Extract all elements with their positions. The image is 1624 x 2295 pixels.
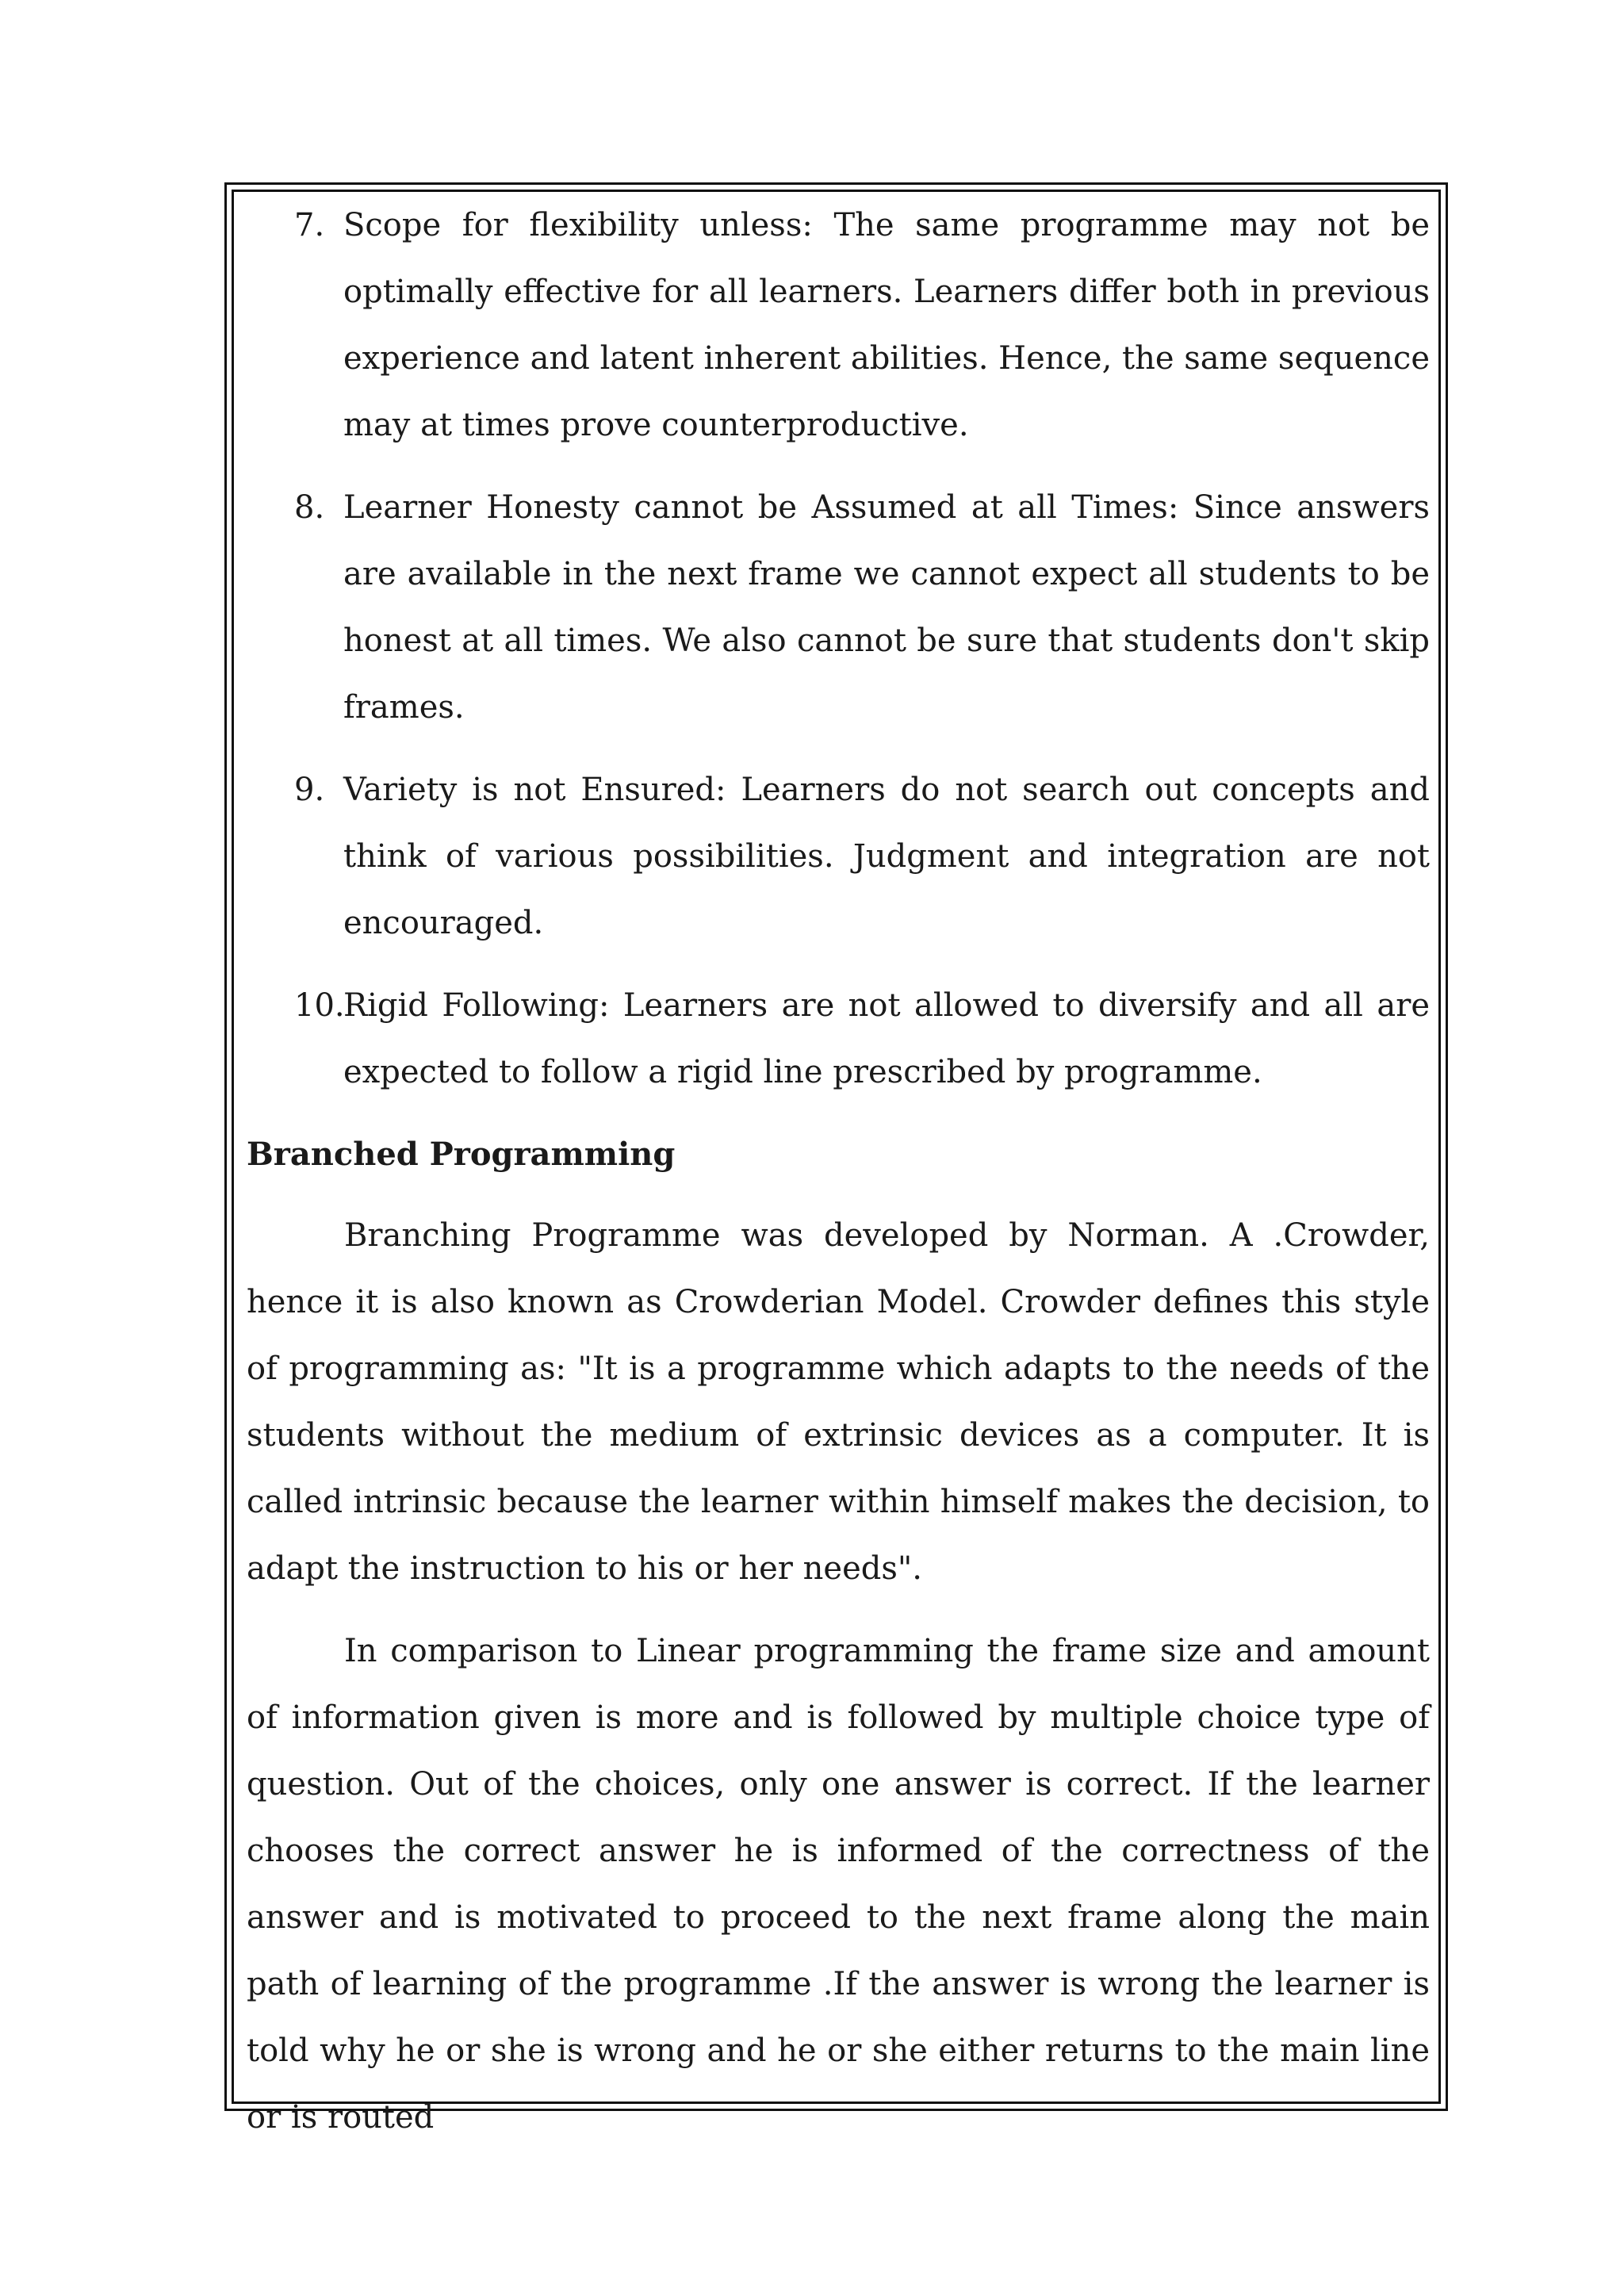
section-heading: Branched Programming bbox=[247, 1136, 676, 1173]
list-number: 10. bbox=[294, 987, 345, 1024]
list-item-9 bbox=[247, 757, 1430, 956]
page-content bbox=[247, 192, 1430, 2167]
list-item-text: Variety is not Ensured: Learners do not search out concepts and think of various possibilities. Judgment and integration are not encouraged. bbox=[343, 772, 1430, 941]
list-number: 8. bbox=[294, 489, 325, 526]
list-item-8 bbox=[247, 474, 1430, 741]
list-number: 9. bbox=[294, 772, 325, 808]
list-item-10 bbox=[247, 972, 1430, 1105]
list-item-text: Scope for flexibility unless: The same programme may not be optimally effective for all learners. Learners differ both in previous experience and latent inherent abilities. Hence, the same sequence may at times prove counterproductive. bbox=[343, 207, 1430, 443]
list-item-7 bbox=[247, 192, 1430, 458]
list-item-text: Learner Honesty cannot be Assumed at all Times: Since answers are available in the next frame we cannot expect all students to be honest at all times. We also cannot be sure that students don't skip frames. bbox=[343, 489, 1430, 726]
list-item-text: Rigid Following: Learners are not allowed to diversify and all are expected to follow a rigid line prescribed by programme. bbox=[343, 987, 1430, 1090]
paragraph: Branching Programme was developed by Norman. A .Crowder, hence it is also known as Crowderian Model. Crowder defines this style of programming as: "It is a programme which adapts to the needs of the students without the medium of extrinsic devices as a computer. It is called intrinsic because the learner within himself makes the decision, to adapt the instruction to his or her needs". bbox=[247, 1217, 1430, 1587]
list-number: 7. bbox=[294, 207, 325, 243]
paragraph: In comparison to Linear programming the frame size and amount of information given is more and is followed by multiple choice type of question. Out of the choices, only one answer is correct. If the learner chooses the correct answer he is informed of the correctness of the answer and is motivated to proceed to the next frame along the main path of learning of the programme .If the answer is wrong the learner is told why he or she is wrong and he or she either returns to the main line or is routed bbox=[247, 1633, 1430, 2136]
